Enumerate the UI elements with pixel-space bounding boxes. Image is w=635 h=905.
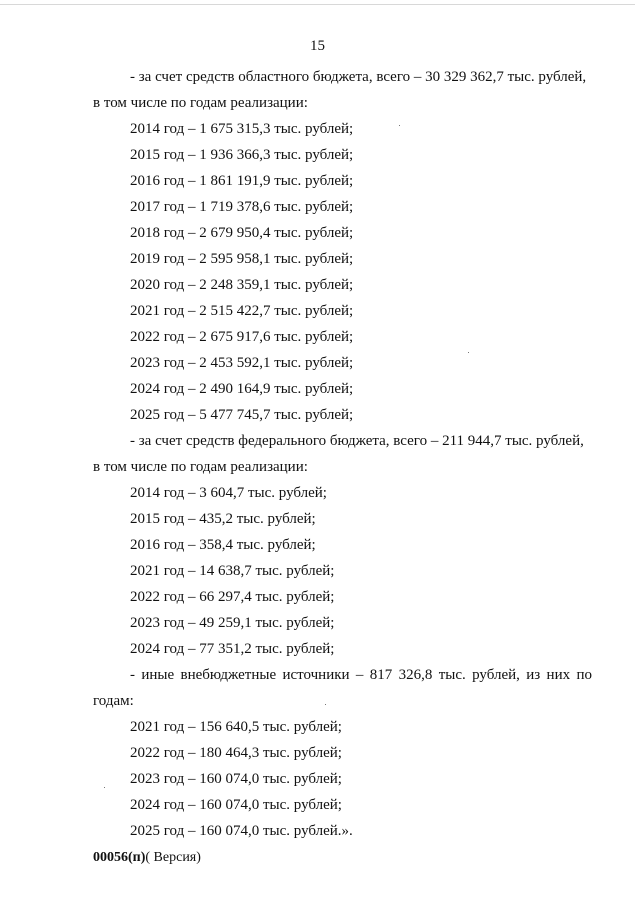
- extra-budget-section: [93, 662, 592, 844]
- federal-budget-subintro: в том числе по годам реализации:: [93, 459, 308, 475]
- extra-budget-subintro: годам:: [93, 693, 134, 709]
- regional-year-line: 2024 год – 2 490 164,9 тыс. рублей;: [130, 381, 354, 397]
- extra-year-line: 2025 год – 160 074,0 тыс. рублей.».: [130, 823, 353, 839]
- document-code: 00056(п): [93, 850, 146, 865]
- regional-year-line: 2015 год – 1 936 366,3 тыс. рублей;: [130, 147, 354, 163]
- scan-speck: [104, 787, 105, 788]
- regional-budget-section: [93, 64, 592, 428]
- extra-year-line: 2024 год – 160 074,0 тыс. рублей;: [130, 797, 342, 813]
- federal-year-line: 2024 год – 77 351,2 тыс. рублей;: [130, 641, 335, 657]
- federal-year-line: 2021 год – 14 638,7 тыс. рублей;: [130, 563, 335, 579]
- regional-budget-subintro: в том числе по годам реализации:: [93, 95, 308, 111]
- scan-speck: [468, 352, 469, 353]
- federal-budget-intro: - за счет средств федерального бюджета, всего – 211 944,7 тыс. рублей,: [130, 433, 584, 449]
- extra-year-line: 2023 год – 160 074,0 тыс. рублей;: [130, 771, 342, 787]
- extra-budget-intro: - иные внебюджетные источники – 817 326,8 тыс. рублей, из них по: [130, 667, 592, 683]
- document-footer: [93, 850, 201, 866]
- regional-year-line: 2025 год – 5 477 745,7 тыс. рублей;: [130, 407, 354, 423]
- federal-year-line: 2015 год – 435,2 тыс. рублей;: [130, 511, 316, 527]
- scan-speck: [399, 125, 400, 126]
- regional-budget-intro: - за счет средств областного бюджета, всего – 30 329 362,7 тыс. рублей,: [130, 69, 587, 85]
- regional-year-line: 2016 год – 1 861 191,9 тыс. рублей;: [130, 173, 354, 189]
- extra-year-line: 2022 год – 180 464,3 тыс. рублей;: [130, 745, 342, 761]
- regional-year-line: 2017 год – 1 719 378,6 тыс. рублей;: [130, 199, 354, 215]
- federal-year-line: 2014 год – 3 604,7 тыс. рублей;: [130, 485, 327, 501]
- document-body: [93, 64, 592, 844]
- regional-year-line: 2023 год – 2 453 592,1 тыс. рублей;: [130, 355, 354, 371]
- regional-year-line: 2014 год – 1 675 315,3 тыс. рублей;: [130, 121, 354, 137]
- scan-speck: [325, 704, 326, 705]
- federal-year-line: 2016 год – 358,4 тыс. рублей;: [130, 537, 316, 553]
- regional-year-line: 2019 год – 2 595 958,1 тыс. рублей;: [130, 251, 354, 267]
- document-version: ( Версия): [145, 850, 201, 865]
- regional-year-line: 2020 год – 2 248 359,1 тыс. рублей;: [130, 277, 354, 293]
- federal-year-line: 2022 год – 66 297,4 тыс. рублей;: [130, 589, 335, 605]
- extra-year-line: 2021 год – 156 640,5 тыс. рублей;: [130, 719, 342, 735]
- federal-budget-section: [93, 428, 592, 662]
- scan-top-edge: [0, 4, 635, 5]
- regional-year-line: 2022 год – 2 675 917,6 тыс. рублей;: [130, 329, 354, 345]
- federal-year-line: 2023 год – 49 259,1 тыс. рублей;: [130, 615, 335, 631]
- regional-year-line: 2021 год – 2 515 422,7 тыс. рублей;: [130, 303, 354, 319]
- page-number: 15: [310, 38, 325, 54]
- regional-year-line: 2018 год – 2 679 950,4 тыс. рублей;: [130, 225, 354, 241]
